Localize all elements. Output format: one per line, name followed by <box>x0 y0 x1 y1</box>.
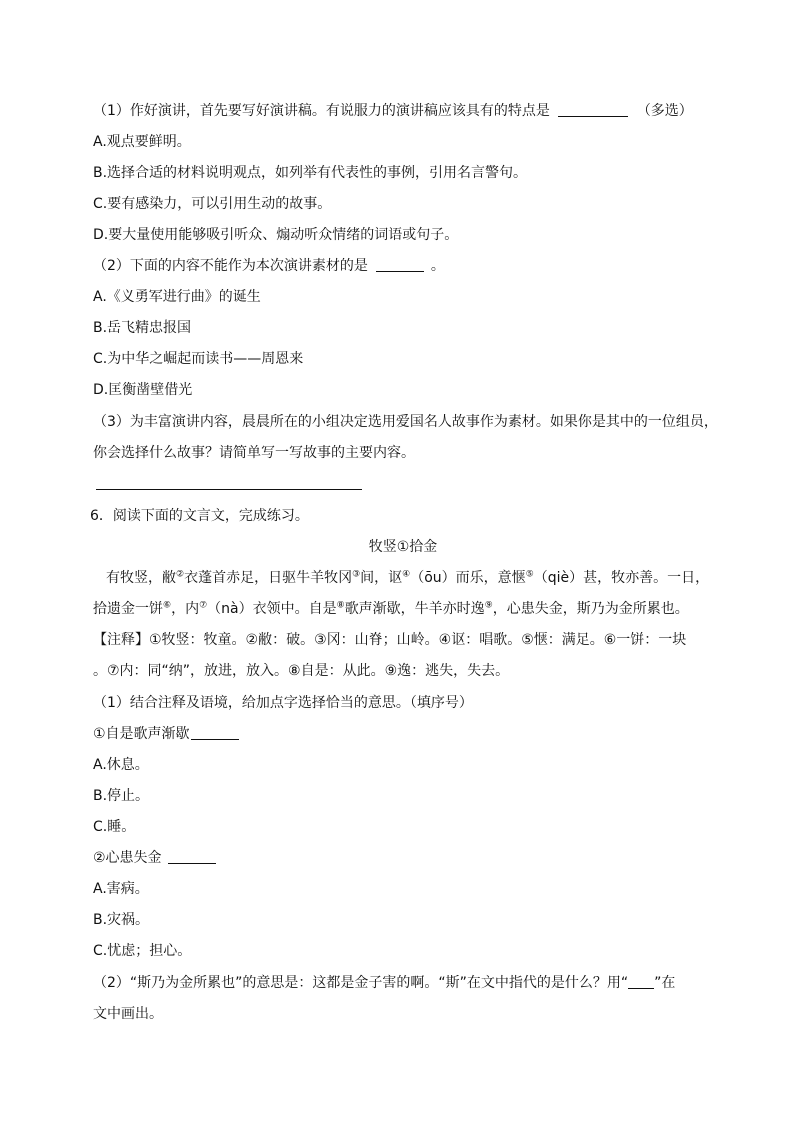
q6-item1-option-a: A.休息。 <box>93 757 149 773</box>
passage-text: （ōu）而乐，意惬 <box>410 570 526 586</box>
title-part: 拾金 <box>409 539 438 555</box>
note-marker: ⑨ <box>484 600 493 611</box>
q6-sub2-text: ”在 <box>654 975 676 991</box>
q6-sub2-line1 <box>93 973 675 993</box>
passage-line-2 <box>93 599 689 619</box>
passage-title <box>0 537 794 557</box>
q5-part1-note: （多选） <box>636 103 693 119</box>
q5-part2-text: （2）下面的内容不能作为本次演讲素材的是 <box>93 258 368 274</box>
q5-part2-option-a: A.《义勇军进行曲》的诞生 <box>93 289 261 305</box>
passage-text: 间，讴 <box>360 570 403 586</box>
item-text: ②心患失金 <box>93 850 162 866</box>
annotation-line-2: 。⑦内：同“纳”，放进，放入。⑧自是：从此。⑨逸：逃失，失去。 <box>93 663 510 679</box>
note-marker: ④ <box>402 569 411 580</box>
answer-blank[interactable] <box>191 725 239 740</box>
q5-part2-option-c: C.为中华之崛起而读书——周恩来 <box>93 351 304 367</box>
q6-item2-option-c: C.忧虑；担心。 <box>93 943 192 959</box>
underline-sample <box>628 974 654 989</box>
q5-part2-option-d: D.匡衡凿壁借光 <box>93 382 193 398</box>
q6-sub1-item2 <box>93 848 216 868</box>
q5-part2-stem <box>93 256 445 276</box>
answer-blank[interactable] <box>376 257 424 272</box>
item-text: ①自是歌声渐歇 <box>93 726 190 742</box>
q6-item2-option-a: A.害病。 <box>93 881 149 897</box>
q5-part2-option-b: B.岳飞精忠报国 <box>93 320 192 336</box>
q5-part3-line2: 你会选择什么故事？请简单写一写故事的主要内容。 <box>93 445 415 461</box>
q6-item1-option-c: C.睡。 <box>93 819 136 835</box>
q5-part1-option-b: B.选择合适的材料说明观点，如列举有代表性的事例，引用名言警句。 <box>93 165 528 181</box>
q6-stem: 6．阅读下面的文言文，完成练习。 <box>90 508 309 524</box>
passage-text: ，内 <box>171 601 200 617</box>
answer-blank[interactable] <box>558 102 628 117</box>
annotation-line-1: 【注释】①牧竖：牧童。②敝：破。③冈：山脊；山岭。④讴：唱歌。⑤惬：满足。⑥一饼：一块 <box>93 632 687 648</box>
q6-sub1-stem: （1）结合注释及语境，给加点字选择恰当的意思。（填序号） <box>93 695 473 711</box>
note-marker: ⑦ <box>199 600 208 611</box>
note-marker: ③ <box>352 569 361 580</box>
q5-part1-option-c: C.要有感染力，可以引用生动的故事。 <box>93 196 332 212</box>
passage-text: 衣蓬首赤足，日驱牛羊牧冈 <box>184 570 353 586</box>
q5-part3-line1: （3）为丰富演讲内容，晨晨所在的小组决定选用爱国名人故事作为素材。如果你是其中的一位组员， <box>93 414 718 430</box>
q6-sub2-text: （2）“斯乃为金所累也”的意思是：这都是金子害的啊。“斯”在文中指代的是什么？用“ <box>93 975 629 991</box>
note-marker: ⑥ <box>163 600 172 611</box>
q6-item1-option-b: B.停止。 <box>93 788 150 804</box>
q6-sub1-item1 <box>93 724 239 744</box>
note-marker: ① <box>396 539 410 555</box>
answer-blank[interactable] <box>168 849 216 864</box>
note-marker: ⑧ <box>336 600 345 611</box>
q5-part3-answer-line[interactable] <box>96 489 362 490</box>
q6-sub2-line2: 文中画出。 <box>93 1006 163 1022</box>
passage-text: 拾遗金一饼 <box>93 601 163 617</box>
passage-text: （qiè）甚，牧亦善。一日， <box>533 570 710 586</box>
passage-text: （nà）衣领中。自是 <box>207 601 337 617</box>
q6-item2-option-b: B.灾祸。 <box>93 912 150 928</box>
q5-part1-stem <box>93 101 693 121</box>
q5-part1-option-a: A.观点要鲜明。 <box>93 134 191 150</box>
q5-part2-end: 。 <box>430 258 445 274</box>
note-marker: ⑤ <box>525 569 534 580</box>
passage-text: 歌声渐歇，牛羊亦时逸 <box>344 601 485 617</box>
q5-part1-text: （1）作好演讲，首先要写好演讲稿。有说服力的演讲稿应该具有的特点是 <box>93 103 550 119</box>
passage-line-1 <box>106 568 709 588</box>
note-marker: ② <box>176 569 185 580</box>
title-part: 牧竖 <box>368 539 397 555</box>
passage-text: ，心患失金，斯乃为金所累也。 <box>492 601 689 617</box>
passage-text: 有牧竖，敝 <box>106 570 176 586</box>
q5-part1-option-d: D.要大量使用能够吸引听众、煽动听众情绪的词语或句子。 <box>93 227 459 243</box>
